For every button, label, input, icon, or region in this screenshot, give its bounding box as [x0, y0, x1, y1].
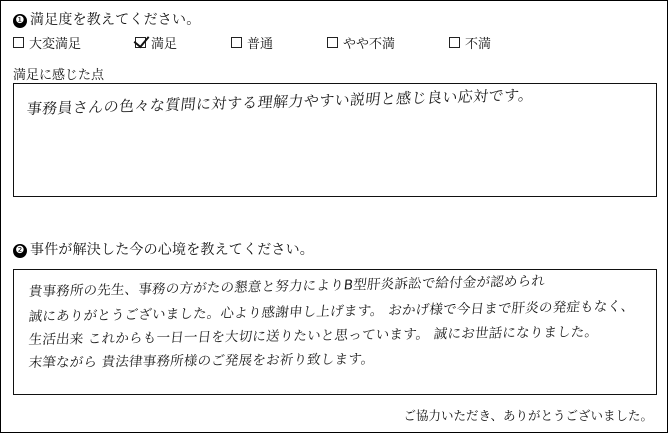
option-label: 満足 [151, 36, 178, 51]
option-manzoku[interactable] [135, 33, 231, 52]
option-label: 普通 [247, 36, 274, 51]
option-label: やや不満 [343, 36, 396, 51]
question-1-answer-box[interactable] [13, 83, 657, 197]
question-2-handwriting-line-3: 生活出来 これからも一日一日を大切に送りたいと思っています。 誠にお世話になりました。 [27, 324, 600, 349]
checkbox-manzoku[interactable] [135, 37, 146, 48]
question-2-answer-box[interactable] [13, 269, 657, 395]
question-2-handwriting-line-2: 誠にありがとうございました。心より感謝申し上げます。 おかげ様で今日まで肝炎の発症もなく、 [27, 298, 636, 326]
question-1-title [13, 9, 200, 29]
option-futsu[interactable] [231, 33, 327, 52]
option-daihen-manzoku[interactable] [13, 33, 135, 52]
question-2-title [13, 239, 314, 259]
checkbox-daihen-manzoku[interactable] [13, 37, 24, 48]
question-2-text: 事件が解決した今の心境を教えてください。 [30, 241, 314, 257]
question-2-handwriting-line-4: 末筆ながら 貴法律事務所様のご発展をお祈り致します。 [27, 351, 376, 372]
footer-thank-you-note: ご協力いただき、ありがとうございました。 [403, 409, 653, 423]
option-label: 不満 [465, 36, 492, 51]
question-2-number: ❷ [13, 244, 27, 258]
checkbox-fuman[interactable] [449, 37, 460, 48]
option-yaya-fuman[interactable] [327, 33, 449, 52]
question-1-options [13, 33, 653, 52]
question-1-handwriting-line-1: 事務員さんの色々な質問に対する理解力やすい説明と感じ良い応対です。 [25, 85, 535, 119]
question-2-handwriting-line-1: 貴事務所の先生、事務の方がたの懇意と努力によりB型肝炎訴訟で給付金が認められ [27, 273, 546, 301]
question-1-number: ❶ [13, 14, 27, 28]
question-1-sub-label: 満足に感じた点 [13, 67, 105, 82]
checkbox-yaya-fuman[interactable] [327, 37, 338, 48]
option-fuman[interactable] [449, 33, 491, 52]
option-label: 大変満足 [29, 36, 82, 51]
checkbox-futsu[interactable] [231, 37, 242, 48]
question-1-text: 満足度を教えてください。 [30, 11, 201, 27]
